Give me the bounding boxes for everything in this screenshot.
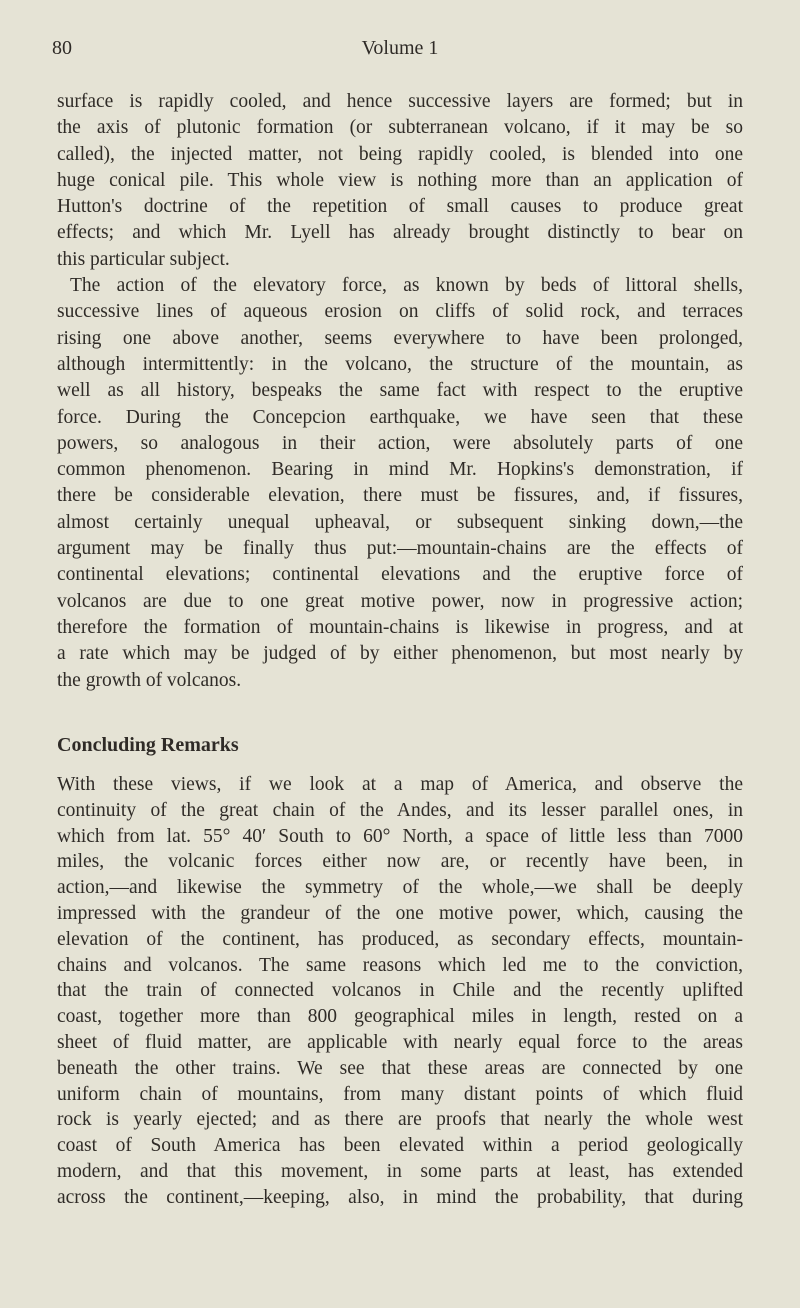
text-line: The action of the elevatory force, as known by beds of littoral shells, [70,275,743,297]
text-line: surface is rapidly cooled, and hence successive layers are formed; but in [57,91,743,112]
text-line: almost certainly unequal upheaval, or subsequent sinking down,—the [57,511,743,533]
text-line: there be considerable elevation, there must be fissures, and, if fissures, [57,485,743,507]
text-line: continuity of the great chain of the Andes, and its lesser parallel ones, in [57,799,743,821]
text-line: With these views, if we look at a map of America, and observe the [57,774,743,795]
text-line: argument may be finally thus put:—mountain-chains are the effects of [57,538,743,560]
section-body-text [57,772,743,1211]
text-line: successive lines of aqueous erosion on cliffs of solid rock, and terraces [57,301,743,323]
text-line: rising one above another, seems everywhere to have been prolonged, [57,327,743,349]
text-line: this particular subject. [57,248,230,270]
text-line: coast, together more than 800 geographical miles in length, rested on a [57,1006,743,1028]
body-text-top [57,89,743,694]
text-line: force. During the Concepcion earthquake, we have seen that these [57,406,743,428]
text-line: across the continent,—keeping, also, in mind the probability, that during [57,1186,743,1208]
text-line: uniform chain of mountains, from many distant points of which fluid [57,1083,743,1105]
text-line: the growth of volcanos. [57,669,242,691]
text-line: called), the injected matter, not being rapidly cooled, is blended into one [57,143,743,165]
text-line: the axis of plutonic formation (or subterranean volcano, if it may be so [57,117,743,139]
text-line: effects; and which Mr. Lyell has already brought distinctly to bear on [57,222,743,244]
text-line: Hutton's doctrine of the repetition of small causes to produce great [57,196,743,218]
text-line: huge conical pile. This whole view is nothing more than an application of [57,169,743,191]
section-heading: Concluding Remarks [57,734,239,756]
text-line: rock is yearly ejected; and as there are proofs that nearly the whole west [57,1109,743,1131]
text-line: a rate which may be judged of by either phenomenon, but most nearly by [57,643,743,665]
text-line: modern, and that this movement, in some parts at least, has extended [57,1160,743,1182]
text-line: impressed with the grandeur of the one motive power, which, causing the [57,902,743,924]
text-line: common phenomenon. Bearing in mind Mr. Hopkins's demonstration, if [57,459,743,481]
text-line: sheet of fluid matter, are applicable with nearly equal force to the areas [57,1031,743,1053]
text-line: action,—and likewise the symmetry of the whole,—we shall be deeply [57,877,743,899]
text-line: elevation of the continent, has produced, as secondary effects, mountain- [57,928,743,950]
text-line: although intermittently: in the volcano, the structure of the mountain, as [57,353,743,375]
text-line: miles, the volcanic forces either now are, or recently have been, in [57,851,743,873]
text-line: continental elevations; continental elevations and the eruptive force of [57,564,743,586]
text-line: that the train of connected volcanos in Chile and the recently uplifted [57,980,743,1002]
text-line: beneath the other trains. We see that these areas are connected by one [57,1057,743,1079]
text-line: chains and volcanos. The same reasons which led me to the conviction, [57,954,743,976]
text-line: well as all history, bespeaks the same fact with respect to the eruptive [57,380,743,402]
text-line: powers, so analogous in their action, were absolutely parts of one [57,432,743,454]
text-line: therefore the formation of mountain-chains is likewise in progress, and at [57,616,743,638]
text-line: coast of South America has been elevated within a period geologically [57,1135,743,1157]
page-number: 80 [52,37,72,59]
running-head: Volume 1 [361,37,439,59]
text-line: volcanos are due to one great motive power, now in progressive action; [57,590,743,612]
text-line: which from lat. 55° 40′ South to 60° North, a space of little less than 7000 [57,825,743,847]
